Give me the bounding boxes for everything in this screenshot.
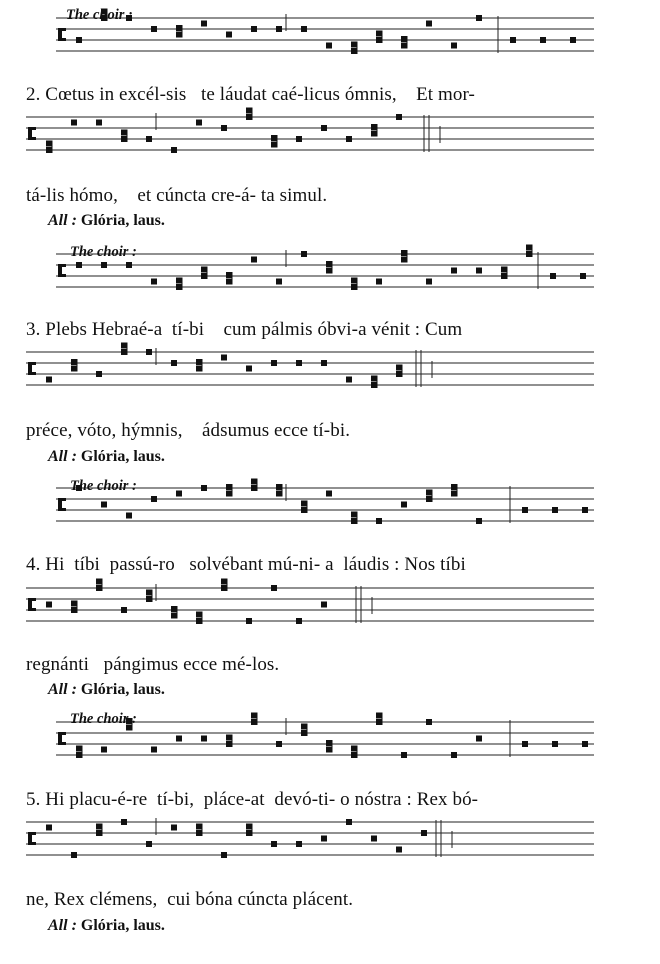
all-label: All :	[48, 917, 77, 934]
neume	[501, 267, 507, 273]
neume	[121, 607, 127, 613]
neume	[271, 142, 277, 148]
neume	[396, 365, 402, 371]
clef	[28, 137, 36, 140]
neume	[176, 736, 182, 742]
verse-4-line-2: regnánti pángimus ecce mé-los.	[26, 654, 280, 675]
neume	[582, 741, 588, 747]
neume	[296, 618, 302, 624]
neume	[526, 251, 532, 257]
neume	[121, 819, 127, 825]
neume	[151, 26, 157, 32]
all-refrain	[48, 448, 165, 466]
neume	[326, 268, 332, 274]
neume	[251, 719, 257, 725]
neume	[552, 741, 558, 747]
neume	[146, 349, 152, 355]
neume	[346, 819, 352, 825]
neume	[101, 262, 107, 268]
choir-label: The choir :	[66, 7, 133, 23]
clef	[28, 842, 36, 845]
neume	[171, 360, 177, 366]
clef	[28, 372, 36, 375]
neume	[476, 736, 482, 742]
all-label: All :	[48, 448, 77, 465]
neume	[196, 120, 202, 126]
neume	[451, 752, 457, 758]
neume	[522, 741, 528, 747]
neume	[96, 824, 102, 830]
neume	[71, 607, 77, 613]
verse-5-line-2: ne, Rex clémens, cui bóna cúncta plácent.	[26, 889, 354, 910]
clef	[28, 832, 36, 835]
neume	[376, 713, 382, 719]
neume	[226, 272, 232, 278]
neume	[121, 343, 127, 349]
neume	[151, 496, 157, 502]
neume	[121, 130, 127, 136]
neume	[351, 518, 357, 524]
neume	[201, 736, 207, 742]
neume	[246, 824, 252, 830]
clef	[28, 598, 36, 601]
neume	[451, 491, 457, 497]
neume	[76, 262, 82, 268]
neume	[96, 120, 102, 126]
neume	[421, 830, 427, 836]
neume	[580, 273, 586, 279]
neume	[121, 349, 127, 355]
neume	[351, 278, 357, 284]
neume	[582, 507, 588, 513]
neume	[351, 512, 357, 518]
neume	[146, 841, 152, 847]
neume	[276, 741, 282, 747]
neume	[246, 618, 252, 624]
neume	[552, 507, 558, 513]
neume	[46, 141, 52, 147]
neume	[221, 355, 227, 361]
neume	[246, 114, 252, 120]
all-label: All :	[48, 681, 77, 698]
neume	[426, 490, 432, 496]
neume	[321, 836, 327, 842]
neume	[246, 108, 252, 114]
clef	[58, 508, 66, 511]
neume	[221, 852, 227, 858]
neume	[476, 268, 482, 274]
neume	[346, 136, 352, 142]
neume	[396, 847, 402, 853]
neume	[371, 131, 377, 137]
neume	[46, 825, 52, 831]
neume	[96, 579, 102, 585]
neume	[401, 502, 407, 508]
neume	[451, 43, 457, 49]
neume	[46, 147, 52, 153]
neume	[201, 273, 207, 279]
neume	[522, 507, 528, 513]
verse-3-line-2: préce, vóto, hýmnis, ádsumus ecce tí-bi.	[26, 420, 351, 441]
verse-5-line-1: 5. Hi placu-é-re tí-bi, pláce-at devó-ti- o nóstra : Rex bó-	[26, 789, 479, 810]
neume	[121, 136, 127, 142]
neume	[251, 713, 257, 719]
neume	[271, 360, 277, 366]
neume	[226, 491, 232, 497]
neume	[426, 496, 432, 502]
neume	[301, 26, 307, 32]
neume	[351, 746, 357, 752]
neume	[376, 31, 382, 37]
neume	[401, 36, 407, 42]
neume	[371, 836, 377, 842]
all-refrain	[48, 212, 165, 230]
neume	[196, 830, 202, 836]
neume	[196, 824, 202, 830]
neume	[221, 579, 227, 585]
neume	[376, 279, 382, 285]
neume	[246, 830, 252, 836]
neume	[221, 125, 227, 131]
neume	[476, 15, 482, 21]
neume	[276, 491, 282, 497]
neume	[276, 279, 282, 285]
neume	[526, 245, 532, 251]
neume	[226, 32, 232, 38]
neume	[351, 752, 357, 758]
neume	[271, 135, 277, 141]
neume	[176, 284, 182, 290]
neume	[321, 360, 327, 366]
neume	[146, 136, 152, 142]
verse-2-line-2: tá-lis hómo, et cúncta cre-á- ta simul.	[26, 185, 328, 206]
neume	[196, 618, 202, 624]
neume	[401, 752, 407, 758]
clef	[58, 732, 66, 735]
neume	[326, 747, 332, 753]
clef	[58, 498, 66, 501]
neume	[201, 21, 207, 27]
neume	[550, 273, 556, 279]
refrain-text: Glória, laus.	[80, 212, 165, 229]
neume	[321, 125, 327, 131]
neume	[426, 279, 432, 285]
neume	[301, 251, 307, 257]
clef	[28, 362, 36, 365]
neume	[71, 366, 77, 372]
verse-3-line-1: 3. Plebs Hebraé-a tí-bi cum pálmis óbvi-a vénit : Cum	[26, 319, 463, 340]
neume	[96, 830, 102, 836]
neume	[76, 746, 82, 752]
neume	[476, 518, 482, 524]
clef	[58, 28, 66, 31]
neume	[371, 124, 377, 130]
choir-label: The choir :	[70, 478, 137, 494]
neume	[401, 257, 407, 263]
neume	[301, 501, 307, 507]
neume	[451, 484, 457, 490]
neume	[101, 747, 107, 753]
neume	[371, 382, 377, 388]
neume	[301, 507, 307, 513]
neume	[326, 261, 332, 267]
neume	[171, 825, 177, 831]
neume	[251, 26, 257, 32]
neume	[71, 601, 77, 607]
all-label: All :	[48, 212, 77, 229]
neume	[246, 366, 252, 372]
neume	[396, 114, 402, 120]
neume	[76, 752, 82, 758]
neume	[176, 278, 182, 284]
neume	[376, 719, 382, 725]
neume	[151, 747, 157, 753]
neume	[326, 43, 332, 49]
clef	[58, 742, 66, 745]
neume	[71, 359, 77, 365]
verse-2-line-1: 2. Cœtus in excél-sis te láudat caé-licus ómnis, Et mor-	[26, 84, 475, 105]
neume	[351, 42, 357, 48]
neume	[71, 120, 77, 126]
neume	[96, 585, 102, 591]
neume	[101, 502, 107, 508]
neume	[271, 841, 277, 847]
neume	[176, 32, 182, 38]
neume	[196, 366, 202, 372]
verse-4-line-1: 4. Hi tíbi passú-ro solvébant mú-ni- a láudis : Nos tíbi	[26, 554, 466, 575]
neume	[376, 37, 382, 43]
neume	[326, 740, 332, 746]
neume	[146, 590, 152, 596]
neume	[96, 371, 102, 377]
neume	[540, 37, 546, 43]
neume	[171, 147, 177, 153]
neume	[76, 37, 82, 43]
neume	[196, 612, 202, 618]
neume	[201, 485, 207, 491]
neume	[401, 43, 407, 49]
neume	[251, 257, 257, 263]
neume	[371, 376, 377, 382]
choir-label: The choir :	[70, 244, 137, 260]
neume	[201, 267, 207, 273]
neume	[296, 841, 302, 847]
neume	[321, 602, 327, 608]
neume	[171, 613, 177, 619]
neume	[351, 284, 357, 290]
clef	[28, 127, 36, 130]
all-refrain	[48, 681, 165, 699]
neume	[570, 37, 576, 43]
all-refrain	[48, 917, 165, 935]
neume	[426, 21, 432, 27]
neume	[396, 371, 402, 377]
neume	[510, 37, 516, 43]
neume	[276, 484, 282, 490]
neume	[226, 735, 232, 741]
clef	[58, 38, 66, 41]
neume	[46, 377, 52, 383]
neume	[351, 48, 357, 54]
neume	[221, 585, 227, 591]
neume	[71, 852, 77, 858]
neume	[196, 359, 202, 365]
neume	[171, 606, 177, 612]
neume	[301, 724, 307, 730]
neume	[426, 719, 432, 725]
refrain-text: Glória, laus.	[80, 448, 165, 465]
neume	[46, 602, 52, 608]
neume	[176, 491, 182, 497]
neume	[296, 360, 302, 366]
neume	[346, 377, 352, 383]
neume	[176, 25, 182, 31]
clef	[58, 274, 66, 277]
neume	[296, 136, 302, 142]
neume	[226, 484, 232, 490]
neume	[501, 273, 507, 279]
neume	[151, 279, 157, 285]
neume	[226, 741, 232, 747]
refrain-text: Glória, laus.	[80, 681, 165, 698]
neume	[376, 518, 382, 524]
neume	[301, 730, 307, 736]
clef	[28, 608, 36, 611]
choir-label: The choir :	[70, 711, 137, 727]
neume	[251, 485, 257, 491]
neume	[271, 585, 277, 591]
neume	[126, 262, 132, 268]
neume	[226, 279, 232, 285]
refrain-text: Glória, laus.	[80, 917, 165, 934]
neume	[251, 479, 257, 485]
neume	[276, 26, 282, 32]
neume	[401, 250, 407, 256]
clef	[58, 264, 66, 267]
neume	[126, 513, 132, 519]
neume	[451, 268, 457, 274]
neume	[326, 491, 332, 497]
neume	[146, 596, 152, 602]
